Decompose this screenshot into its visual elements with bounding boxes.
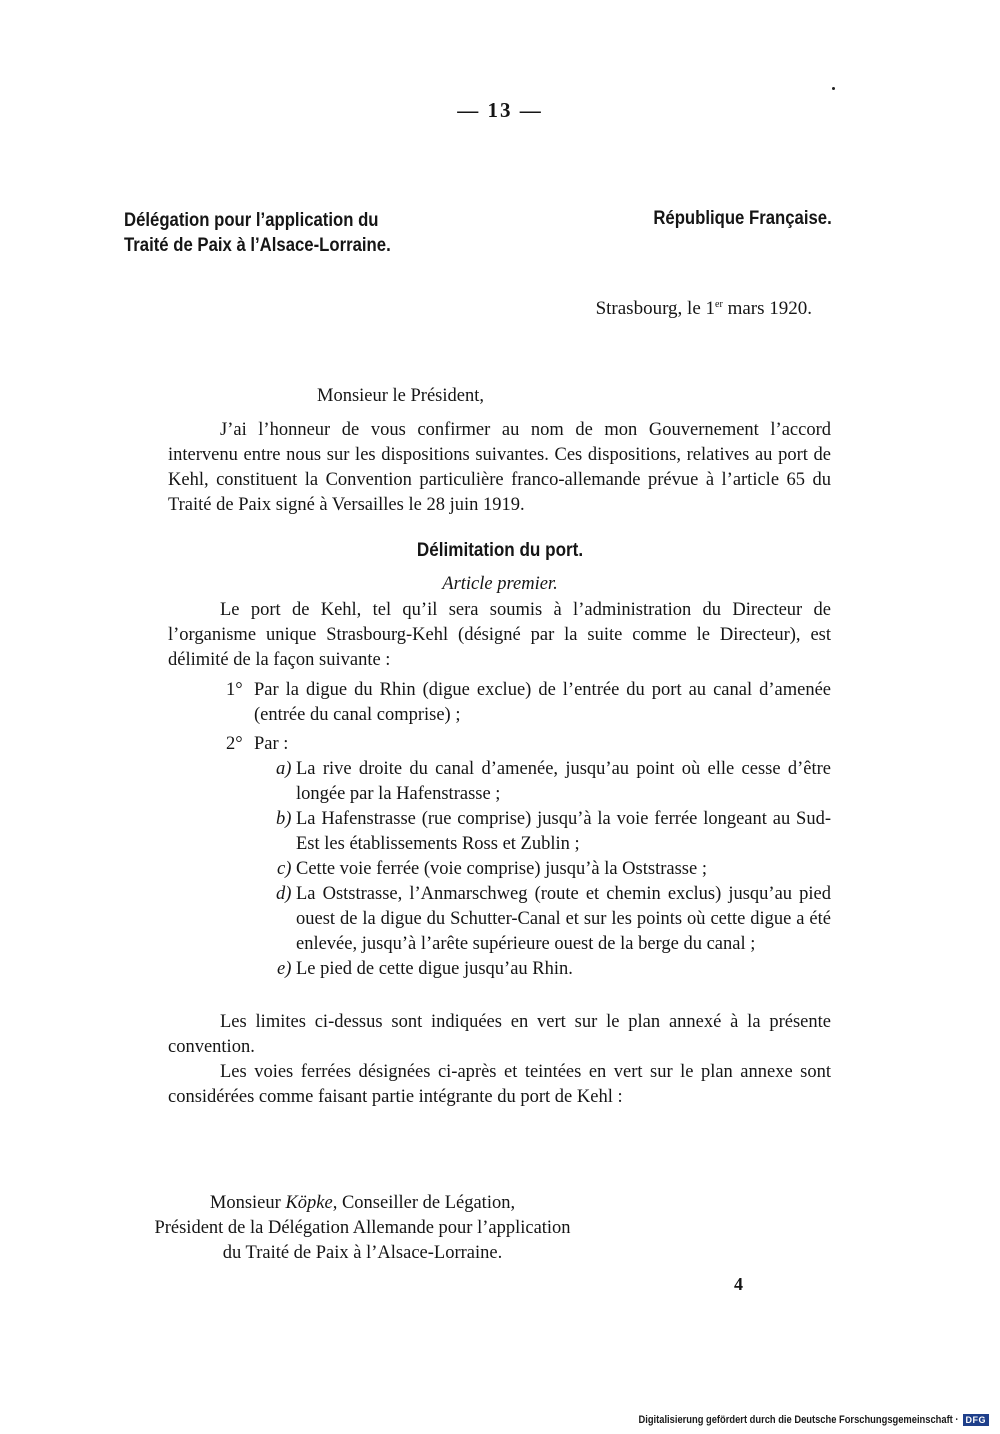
sub-item-a-text: La rive droite du canal d’amenée, jusqu’au point où elle cesse d’être longée par la Hafenstrasse ; [296,759,831,804]
sub-item-c-text: Cette voie ferrée (voie comprise) jusqu’à la Oststrasse ; [296,859,707,879]
funding-credit: Digitalisierung gefördert durch die Deutsche Forschungsgemeinschaft · [638,1414,959,1426]
addressee-title: Monsieur [209,1193,286,1213]
section-title: Délimitation du port. [416,540,584,561]
article-title: Article premier. [442,574,558,594]
limits-paragraph: Les limites ci-dessus sont indiquées en vert sur le plan annexé à la présente convention. [168,1012,831,1057]
issuing-delegation-line-2: Traité de Paix à l’Alsace-Lorraine. [124,235,391,256]
addressee-block [0,1191,725,1266]
sub-item-e-marker: e) [277,959,292,979]
list-item-2-marker: 2° [226,734,243,754]
sub-item-list [262,757,831,982]
sub-item-d-marker: d) [275,884,292,904]
sub-item-b-marker: b) [275,809,292,829]
addressee-line-2: Président de la Délégation Allemande pour l’application [154,1218,571,1238]
addressee-line-1 [0,1191,725,1216]
list-item-1 [226,678,831,728]
opening-paragraph: J’ai l’honneur de vous confirmer au nom de mon Gouvernement l’accord intervenu entre nous sur les dispositions suivantes. Ces dispositions, relatives au port de Kehl, constituent la Convention particulière franco-allemande prévue à l’article 65 du Traité de Paix signé à Versailles le 28 juin 1919. [168,420,831,515]
date-suffix: mars 1920. [722,298,812,319]
sub-item-c-marker: c) [277,859,292,879]
list-item-1-text: Par la digue du Rhin (digue exclue) de l’entrée du port au canal d’amenée (entrée du canal comprise) ; [254,680,831,725]
sub-item-e [262,957,831,982]
list-item-1-marker: 1° [226,680,243,700]
salutation: Monsieur le Président, [317,386,484,406]
sub-item-c [262,857,831,882]
addressee-name: Köpke [285,1193,333,1213]
article-paragraph: Le port de Kehl, tel qu’il sera soumis à l’administration du Directeur de l’organisme unique Strasbourg-Kehl (désigné par la suite comme le Directeur), est délimité de la façon suivante : [168,600,831,670]
digitization-footer [582,1414,989,1426]
dfg-logo: DFG [963,1414,990,1426]
sub-item-b [262,807,831,857]
republic-heading: République Française. [653,208,832,229]
date-prefix: Strasbourg, le 1 [595,298,716,319]
sub-item-b-text: La Hafenstrasse (rue comprise) jusqu’à la voie ferrée longeant au Sud-Est les établissements Ross et Zublin ; [296,809,831,854]
date-superscript: er [715,299,723,310]
list-item-2 [226,732,831,757]
sub-item-e-text: Le pied de cette digue jusqu’au Rhin. [296,959,573,979]
railways-paragraph: Les voies ferrées désignées ci-après et teintées en vert sur le plan annexe sont considérées comme faisant partie intégrante du port de Kehl : [168,1062,831,1107]
list-item-2-text: Par : [254,734,289,754]
sub-item-a [262,757,831,807]
page-number: — 13 — [457,98,543,122]
sub-item-d-text: La Oststrasse, l’Anmarschweg (route et chemin exclus) jusqu’au pied ouest de la digue du Schutter-Canal et sur les points où cette digue a été enlevée, jusqu’à l’arête supérieure ouest de la berge du canal ; [296,884,831,954]
place-and-date [596,298,812,320]
scan-speck [832,87,835,90]
sheet-signature-mark: 4 [734,1274,743,1294]
sub-item-d [262,882,831,957]
issuing-delegation [124,208,391,258]
addressee-line-3: du Traité de Paix à l’Alsace-Lorraine. [222,1243,503,1263]
issuing-delegation-line-1: Délégation pour l’application du [124,210,379,231]
sub-item-a-marker: a) [275,759,292,779]
addressee-role: , Conseiller de Légation, [332,1193,516,1213]
